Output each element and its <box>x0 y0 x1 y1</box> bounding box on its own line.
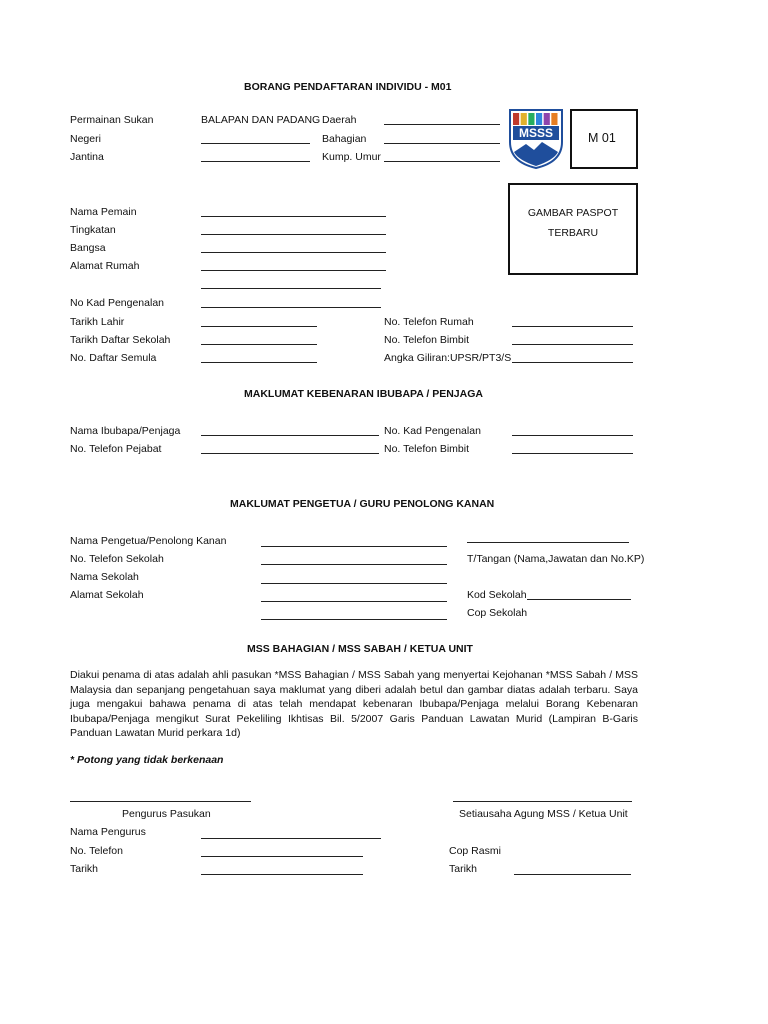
field-tarikh-daftar[interactable] <box>201 344 317 345</box>
note-text: * Potong yang tidak berkenaan <box>70 754 224 766</box>
field-kad-ibubapa[interactable] <box>512 435 633 436</box>
field-bahagian[interactable] <box>384 143 500 144</box>
label-daerah: Daerah <box>322 114 357 126</box>
label-kad-ibubapa: No. Kad Pengenalan <box>384 425 481 437</box>
label-kump-umur: Kump. Umur <box>322 151 381 163</box>
label-nama-pengetua: Nama Pengetua/Penolong Kanan <box>70 535 227 547</box>
field-nama-ibubapa[interactable] <box>201 435 379 436</box>
heading-parent: MAKLUMAT KEBENARAN IBUBAPA / PENJAGA <box>244 388 483 400</box>
logo-stripe <box>544 113 550 125</box>
logo-stripe <box>528 113 534 125</box>
field-tel-bimbit[interactable] <box>512 344 633 345</box>
field-bimbit-ibubapa[interactable] <box>512 453 633 454</box>
label-bangsa: Bangsa <box>70 242 106 254</box>
label-nama-pemain: Nama Pemain <box>70 206 137 218</box>
field-tel-sekolah[interactable] <box>261 564 447 565</box>
label-no-kad: No Kad Pengenalan <box>70 297 164 309</box>
field-tarikh-pengurus[interactable] <box>201 874 363 875</box>
field-tarikh-setiausaha[interactable] <box>514 874 631 875</box>
label-tarikh-daftar: Tarikh Daftar Sekolah <box>70 334 171 346</box>
label-alamat-sekolah: Alamat Sekolah <box>70 589 144 601</box>
field-tel-pejabat[interactable] <box>201 453 379 454</box>
label-tarikh-lahir: Tarikh Lahir <box>70 316 125 328</box>
field-nama-pengetua[interactable] <box>261 546 447 547</box>
logo-stripe <box>513 113 519 125</box>
heading-principal: MAKLUMAT PENGETUA / GURU PENOLONG KANAN <box>230 498 495 510</box>
label-jantina: Jantina <box>70 151 104 163</box>
label-nama-sekolah: Nama Sekolah <box>70 571 139 583</box>
label-bimbit-ibubapa: No. Telefon Bimbit <box>384 443 470 455</box>
field-kod-sekolah[interactable] <box>527 599 631 600</box>
field-nama-pemain[interactable] <box>201 216 386 217</box>
logo-stripe <box>536 113 542 125</box>
label-tel-rumah: No. Telefon Rumah <box>384 316 474 328</box>
heading-mss: MSS BAHAGIAN / MSS SABAH / KETUA UNIT <box>247 643 473 655</box>
field-alamat-rumah-1[interactable] <box>201 270 386 271</box>
label-bahagian: Bahagian <box>322 133 367 145</box>
field-negeri[interactable] <box>201 143 310 144</box>
logo-text: MSSS <box>518 126 554 140</box>
signature-line-setiausaha[interactable] <box>453 801 632 802</box>
field-alamat-sekolah-1[interactable] <box>261 601 447 602</box>
label-nama-pengurus: Nama Pengurus <box>70 826 146 838</box>
field-no-kad[interactable] <box>201 307 381 308</box>
field-no-telefon-pengurus[interactable] <box>201 856 363 857</box>
label-tel-bimbit: No. Telefon Bimbit <box>384 334 470 346</box>
label-tel-sekolah: No. Telefon Sekolah <box>70 553 164 565</box>
label-cop-rasmi: Cop Rasmi <box>449 845 501 857</box>
photo-box-line1: GAMBAR PASPOT <box>527 207 619 219</box>
field-angka-giliran[interactable] <box>512 362 633 363</box>
declaration-paragraph: Diakui penama di atas adalah ahli pasukan *MSS Bahagian / MSS Sabah yang menyertai Kejohanan *MSS Sabah / MSS Malaysia dan sepanjang pengetahuan saya maklumat yang diberi adalah betul dan gambar diatas adalah terbaru. Saya juga mengakui bahawa penama di atas telah mendapat kebenaran Ibubapa/Penjaga melalui Borang Kebenaran Ibubapa/Penjaga mengikut Surat Pekeliling Ikhtisas Bil. 5/2007 Garis Panduan Lawatan Murid (Lampiran B-Garis Panduan Lawatan Murid perkara 1d) <box>70 669 638 740</box>
label-tel-pejabat: No. Telefon Pejabat <box>70 443 162 455</box>
msss-logo-icon <box>508 108 564 170</box>
field-nama-pengurus[interactable] <box>201 838 381 839</box>
form-title: BORANG PENDAFTARAN INDIVIDU - M01 <box>244 81 452 93</box>
field-kump-umur[interactable] <box>384 161 500 162</box>
field-daftar-semula[interactable] <box>201 362 317 363</box>
code-box <box>570 109 638 169</box>
label-kod-sekolah: Kod Sekolah <box>467 589 527 601</box>
field-nama-sekolah[interactable] <box>261 583 447 584</box>
label-angka-giliran: Angka Giliran:UPSR/PT3/S <box>384 352 512 364</box>
photo-box <box>508 183 638 275</box>
label-pengurus-pasukan: Pengurus Pasukan <box>122 808 211 820</box>
logo-stripe <box>521 113 527 125</box>
field-jantina[interactable] <box>201 161 310 162</box>
field-alamat-rumah-2[interactable] <box>201 288 381 289</box>
photo-box-line2: TERBARU <box>547 227 599 239</box>
label-tarikh-pengurus: Tarikh <box>70 863 99 875</box>
value-permainan: BALAPAN DAN PADANG <box>201 114 321 126</box>
code-box-text: M 01 <box>588 131 616 145</box>
field-tarikh-lahir[interactable] <box>201 326 317 327</box>
field-tel-rumah[interactable] <box>512 326 633 327</box>
label-alamat-rumah: Alamat Rumah <box>70 260 140 272</box>
field-tingkatan[interactable] <box>201 234 386 235</box>
label-negeri: Negeri <box>70 133 101 145</box>
label-no-telefon-pengurus: No. Telefon <box>70 845 123 857</box>
field-tandatangan[interactable] <box>467 542 629 543</box>
logo-stripe <box>551 113 557 125</box>
label-nama-ibubapa: Nama Ibubapa/Penjaga <box>70 425 181 437</box>
field-daerah[interactable] <box>384 124 500 125</box>
label-permainan: Permainan Sukan <box>70 114 154 126</box>
field-bangsa[interactable] <box>201 252 386 253</box>
label-setiausaha: Setiausaha Agung MSS / Ketua Unit <box>459 808 628 820</box>
label-tingkatan: Tingkatan <box>70 224 116 236</box>
label-daftar-semula: No. Daftar Semula <box>70 352 157 364</box>
signature-line-pengurus[interactable] <box>70 801 251 802</box>
label-tandatangan: T/Tangan (Nama,Jawatan dan No.KP) <box>467 553 645 565</box>
label-cop-sekolah: Cop Sekolah <box>467 607 528 619</box>
field-alamat-sekolah-2[interactable] <box>261 619 447 620</box>
label-tarikh-setiausaha: Tarikh <box>449 863 478 875</box>
